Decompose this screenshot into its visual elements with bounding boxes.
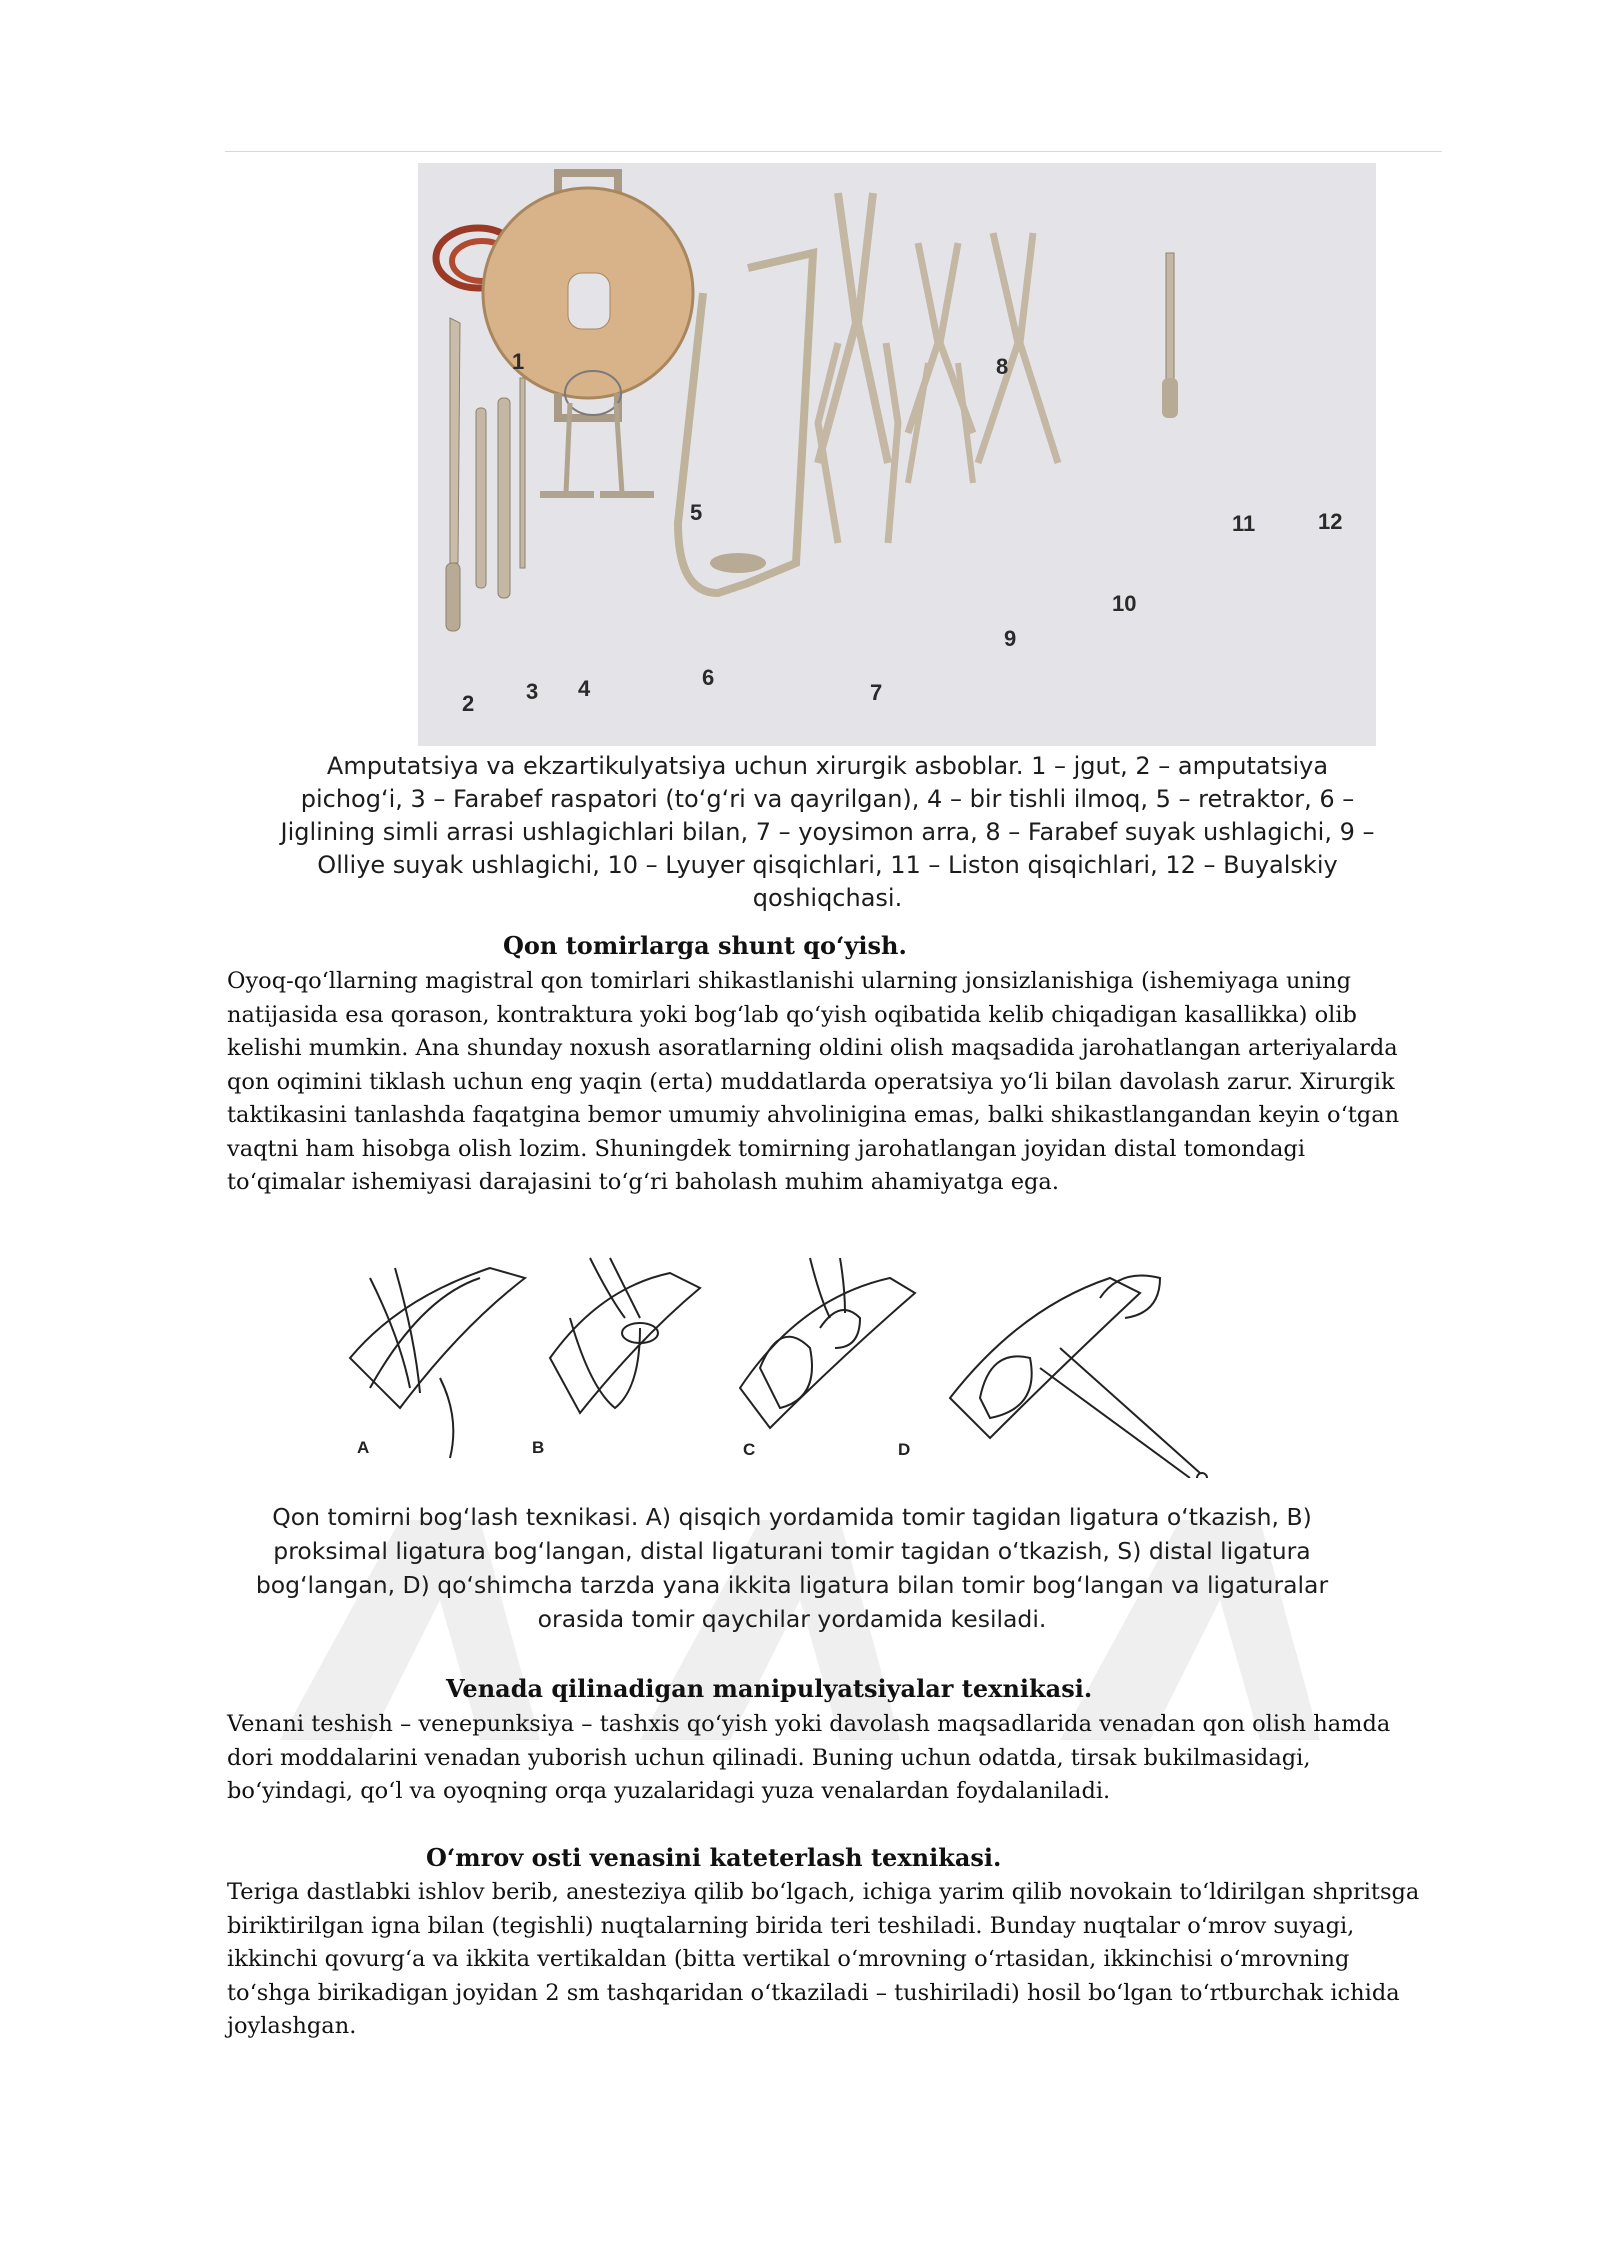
figure2-caption xyxy=(222,1500,1362,1636)
section2-line: bo‘yindagi, qo‘l va oyoqning orqa yuzalaridagi yuza venalardan foydalaniladi. xyxy=(227,1778,1111,1804)
figure2-caption-line: bog‘langan, D) qo‘shimcha tarzda yana ikkita ligatura bilan tomir bog‘langan va ligaturalar xyxy=(255,1571,1329,1599)
section1-line: qon oqimini tiklash uchun eng yaqin (erta) muddatlarda operatsiya yo‘li bilan davolash zarur. Xirurgik xyxy=(227,1068,1395,1095)
section3-heading: O‘mrov osti venasini kateterlash texnikasi. xyxy=(426,1843,1002,1872)
instrument-label-7: 7 xyxy=(870,680,883,705)
step-label-c: C xyxy=(743,1440,756,1459)
instrument-label-8: 8 xyxy=(996,354,1009,379)
section1-line: Oyoq-qo‘llarning magistral qon tomirlari shikastlanishi ularning jonsizlanishiga (ishemiyaga uning xyxy=(227,968,1352,994)
section3-line: biriktirilgan igna bilan (tegishli) nuqtalarning birida teri teshiladi. Bunday nuqtalar o‘mrov suyagi, xyxy=(227,1912,1355,1939)
instrument-label-4: 4 xyxy=(578,676,591,701)
section1-heading: Qon tomirlarga shunt qo‘yish. xyxy=(503,931,907,960)
section1-line: to‘qimalar ishemiyasi darajasini to‘g‘ri baholash muhim ahamiyatga ega. xyxy=(227,1169,1059,1195)
instrument-label-5: 5 xyxy=(690,500,703,525)
vessel-ligation-drawing xyxy=(340,1238,1220,1478)
section3-line: to‘shga birikadigan joyidan 2 sm tashqaridan o‘tkaziladi – tushiriladi) hosil bo‘lgan to‘rtburchak ichida xyxy=(227,1979,1400,2006)
figure2-caption-line: Qon tomirni bog‘lash texnikasi. A) qisqich yordamida tomir tagidan ligatura o‘tkazish, B) xyxy=(272,1503,1312,1531)
ligation-step-b-drawing xyxy=(550,1258,700,1413)
figure1-caption-line: Olliye suyak ushlagichi, 10 – Lyuyer qisqichlari, 11 – Liston qisqichlari, 12 – Buyalskiy xyxy=(317,851,1338,879)
figure1-caption-line: Amputatsiya va ekzartikulyatsiya uchun xirurgik asboblar. 1 – jgut, 2 – amputatsiya xyxy=(326,752,1329,780)
ligation-step-a-drawing xyxy=(350,1268,525,1458)
section2-line: dori moddalarini venadan yuborish uchun qilinadi. Buning uchun odatda, tirsak bukilmasidagi, xyxy=(227,1744,1311,1771)
instrument-label-1: 1 xyxy=(512,349,525,374)
section2-paragraph xyxy=(227,1708,1467,1809)
section2-heading: Venada qilinadigan manipulyatsiyalar texnikasi. xyxy=(446,1674,1093,1703)
section3-line: joylashgan. xyxy=(227,2013,357,2039)
figure1-caption xyxy=(240,750,1415,915)
step-label-d: D xyxy=(898,1440,911,1459)
section1-line: natijasida esa qorason, kontraktura yoki bog‘lab qo‘yish oqibatida kelib chiqadigan kasallikka) olib xyxy=(227,1001,1357,1028)
section1-paragraph xyxy=(227,965,1467,1200)
section1-line: kelishi mumkin. Ana shunday noxush asoratlarning oldini olish maqsadida jarohatlangan arteriyalarda xyxy=(227,1035,1398,1061)
ligation-step-c-drawing xyxy=(740,1258,915,1428)
figure2-caption-line: orasida tomir qaychilar yordamida kesiladi. xyxy=(537,1605,1047,1633)
figure1-caption-line: qoshiqchasi. xyxy=(752,884,903,912)
top-divider xyxy=(225,151,1442,152)
surgical-instruments-photo xyxy=(418,163,1376,746)
section2-line: Venani teshish – venepunksiya – tashxis qo‘yish yoki davolash maqsadlarida venadan qon olish hamda xyxy=(227,1711,1391,1737)
instrument-label-3: 3 xyxy=(526,679,539,704)
instrument-label-12: 12 xyxy=(1318,509,1343,534)
step-label-b: B xyxy=(532,1438,545,1457)
figure1-caption-line: pichog‘i, 3 – Farabef raspatori (to‘g‘ri va qayrilgan), 4 – bir tishli ilmoq, 5 – retraktor, 6 – xyxy=(300,785,1355,813)
section1-line: taktikasini tanlashda faqatgina bemor umumiy ahvolinigina emas, balki shikastlangandan keyin o‘tgan xyxy=(227,1102,1400,1128)
instrument-label-10: 10 xyxy=(1112,591,1137,616)
section3-line: Teriga dastlabki ishlov berib, anesteziya qilib bo‘lgach, ichiga yarim qilib novokain to‘ldirilgan shpritsga xyxy=(227,1879,1420,1905)
step-label-a: A xyxy=(357,1438,370,1457)
section3-paragraph xyxy=(227,1876,1467,2044)
section3-line: ikkinchi qovurg‘a va ikkita vertikaldan (bitta vertikal o‘mrovning o‘rtasidan, ikkinchisi o‘mrovning xyxy=(227,1946,1350,1972)
ligation-step-d-drawing xyxy=(950,1276,1207,1479)
instrument-label-2: 2 xyxy=(462,691,475,716)
figure1-caption-line: Jiglining simli arrasi ushlagichlari bilan, 7 – yoysimon arra, 8 – Farabef suyak ushlagichi, 9 – xyxy=(280,818,1375,846)
instrument-label-6: 6 xyxy=(702,665,715,690)
instrument-label-9: 9 xyxy=(1004,626,1017,651)
figure2-caption-line: proksimal ligatura bog‘langan, distal ligaturani tomir tagidan o‘tkazish, S) distal ligatura xyxy=(273,1537,1311,1565)
instrument-label-11: 11 xyxy=(1232,511,1256,536)
section1-line: vaqtni ham hisobga olish lozim. Shuningdek tomirning jarohatlangan joyidan distal tomondagi xyxy=(227,1135,1306,1162)
